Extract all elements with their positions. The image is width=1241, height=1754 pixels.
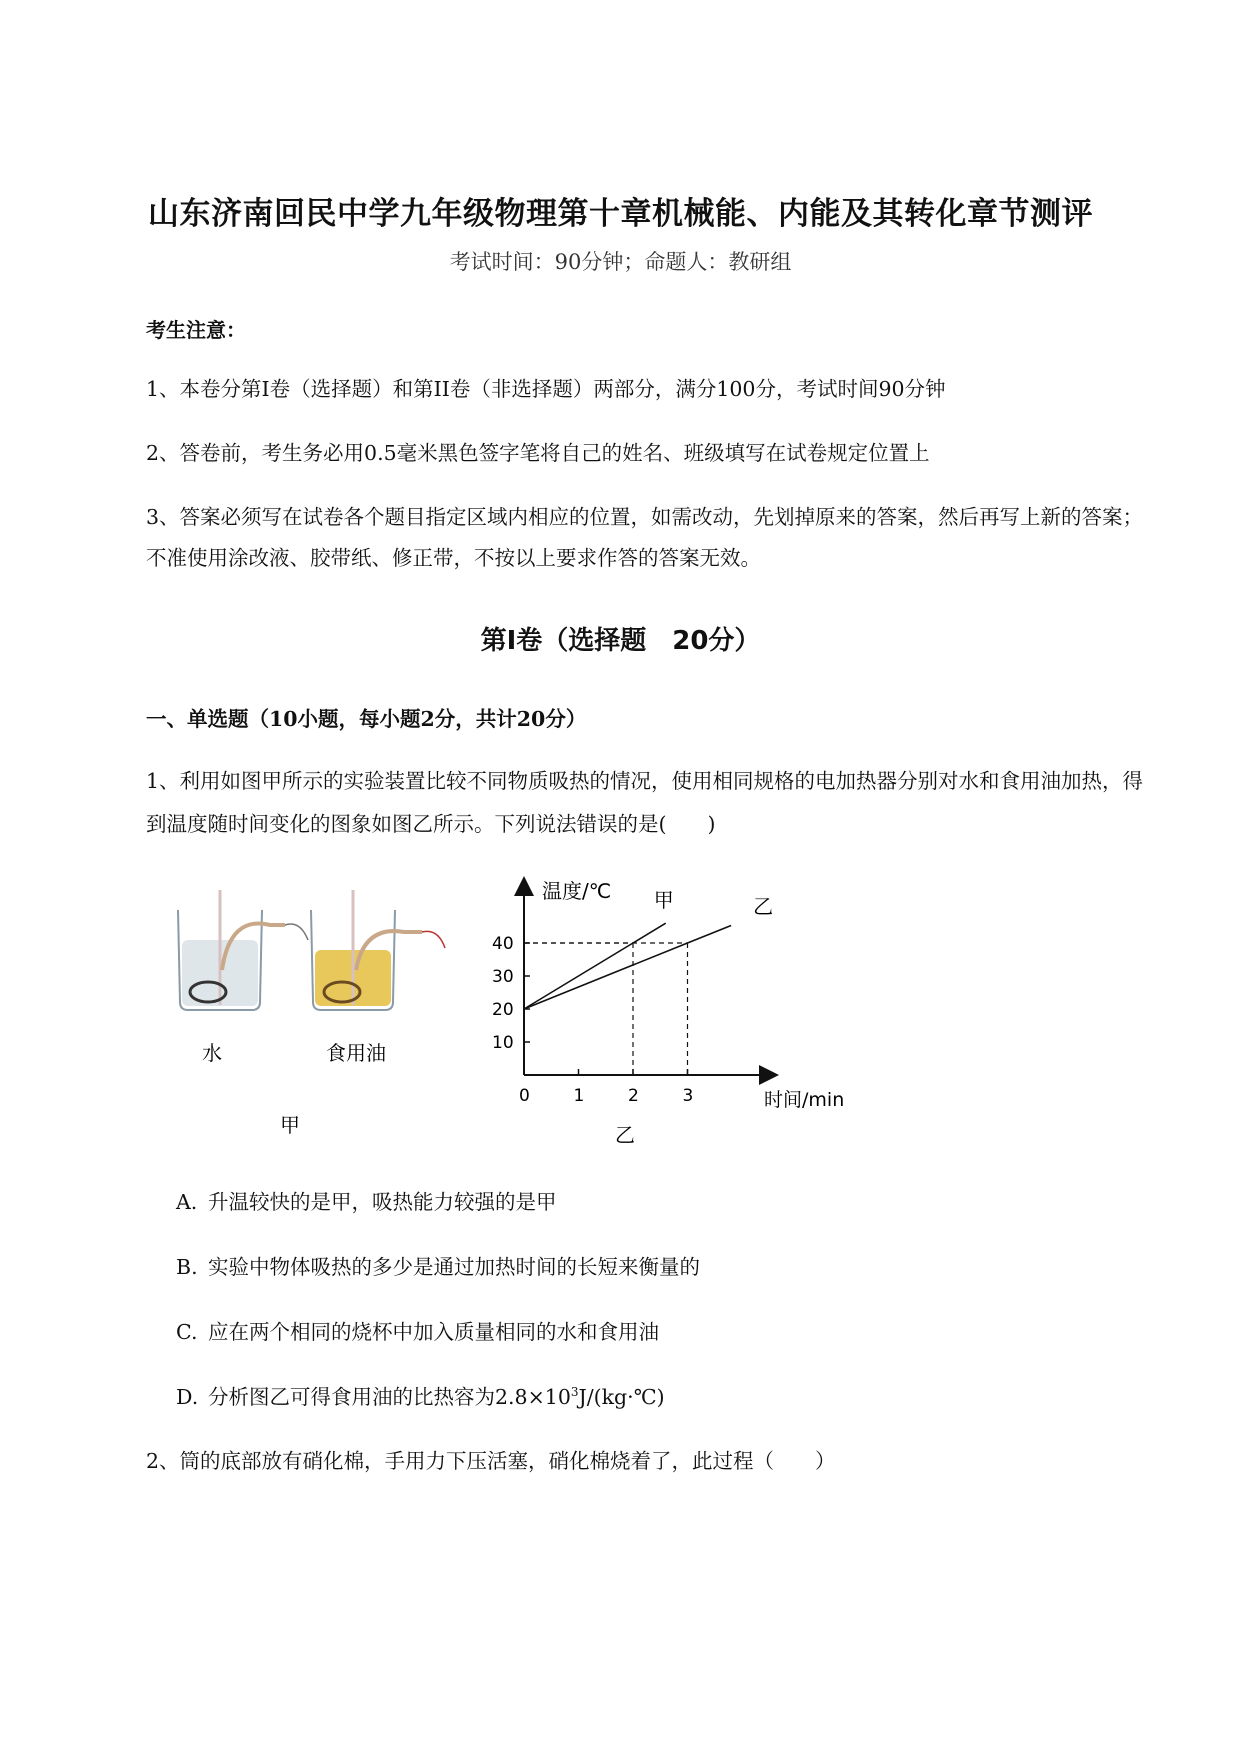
water-beaker [178, 890, 308, 1010]
question-1-figure [160, 870, 880, 1160]
option-text: 应在两个相同的烧杯中加入质量相同的水和食用油 [208, 1320, 659, 1344]
y-tick-label: 40 [492, 934, 514, 954]
right-figure-caption: 乙 [615, 1123, 635, 1147]
option-superscript: 3 [570, 1385, 579, 1400]
section-title: 第I卷（选择题 20分） [480, 626, 761, 656]
option-text-tail: J/(kg·℃) [578, 1385, 665, 1409]
x-tick-label: 2 [628, 1086, 639, 1106]
exam-info: 考试时间：90分钟；命题人：教研组 [449, 250, 792, 274]
x-tick-label: 1 [573, 1086, 585, 1106]
question-1-option-a[interactable] [176, 1185, 557, 1215]
notice-item-1: 1、本卷分第I卷（选择题）和第II卷（非选择题）两部分，满分100分，考试时间90分钟 [146, 377, 946, 401]
notice-item-2: 2、答卷前，考生务必用0.5毫米黑色签字笔将自己的姓名、班级填写在试卷规定位置上 [146, 441, 930, 465]
question-2-stem: 2、筒的底部放有硝化棉，手用力下压活塞，硝化棉烧着了，此过程（ ） [146, 1449, 836, 1473]
y-tick-label: 30 [492, 967, 514, 987]
y-tick-label: 20 [492, 1000, 514, 1020]
temperature-graph [492, 879, 844, 1111]
oil-label: 食用油 [326, 1041, 386, 1065]
x-axis-label: 时间/min [764, 1089, 845, 1111]
option-text: 升温较快的是甲，吸热能力较强的是甲 [208, 1190, 557, 1214]
series-line-1 [524, 923, 666, 1009]
x-tick-label: 0 [519, 1086, 530, 1106]
option-letter: B. [176, 1255, 198, 1279]
cord-wire [422, 931, 445, 948]
page-title: 山东济南回民中学九年级物理第十章机械能、内能及其转化章节测评 [148, 196, 1093, 232]
option-letter: D. [176, 1385, 199, 1409]
left-figure-caption: 甲 [280, 1113, 300, 1137]
series-line-2 [524, 926, 731, 1009]
option-letter: A. [176, 1190, 198, 1214]
series-label-1: 甲 [653, 888, 674, 913]
water-label: 水 [202, 1041, 222, 1065]
question-1-option-c[interactable] [176, 1315, 659, 1345]
oil-beaker [311, 890, 445, 1010]
question-1-option-b[interactable] [176, 1250, 700, 1280]
series-label-2: 乙 [753, 894, 774, 919]
option-text: 分析图乙可得食用油的比热容为2.8×10 [208, 1385, 571, 1409]
y-tick-label: 10 [492, 1033, 514, 1053]
notice-heading: 考生注意： [146, 318, 246, 342]
part-heading: 一、单选题（10小题，每小题2分，共计20分） [146, 707, 587, 731]
option-letter: C. [176, 1320, 198, 1344]
option-text: 实验中物体吸热的多少是通过加热时间的长短来衡量的 [208, 1255, 700, 1279]
x-tick-label: 3 [682, 1086, 694, 1106]
notice-item-3: 3、答案必须写在试卷各个题目指定区域内相应的位置，如需改动，先划掉原来的答案，然后再写上新的答案；不准使用涂改液、胶带纸、修正带，不按以上要求作答的答案无效。 [146, 505, 1144, 570]
question-1-option-d[interactable] [176, 1380, 665, 1410]
y-axis-label: 温度/℃ [542, 879, 612, 903]
question-1-stem: 1、利用如图甲所示的实验装置比较不同物质吸热的情况，使用相同规格的电加热器分别对水和食用油加热，得到温度随时间变化的图象如图乙所示。下列说法错误的是( ) [146, 769, 1144, 836]
cord-wire [285, 924, 308, 940]
